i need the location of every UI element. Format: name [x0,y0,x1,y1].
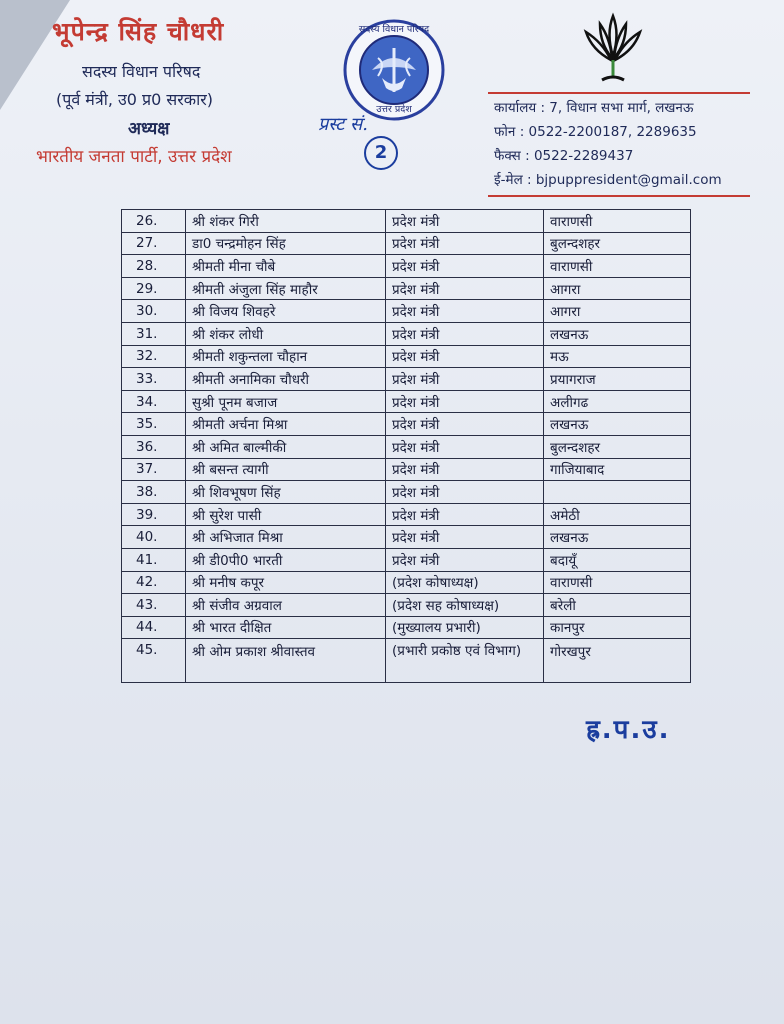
post-cell: प्रदेश मंत्री [386,413,544,436]
name-cell: श्री डी0पी0 भारती [186,548,386,571]
office-address: कार्यालय : 7, विधान सभा मार्ग, लखनऊ [494,100,694,116]
post-cell: प्रदेश मंत्री [386,458,544,481]
place-cell: अमेठी [544,503,691,526]
place-cell: प्रयागराज [544,368,691,391]
handwritten-initials: ह्र.प.उ. [586,715,671,745]
table-row [122,594,691,617]
table-row [122,616,691,639]
place-cell: बरेली [544,594,691,617]
name-cell: श्री अभिजात मिश्रा [186,526,386,549]
row-number-cell: 43. [122,594,186,617]
place-cell: कानपुर [544,616,691,639]
post-cell: (प्रभारी प्रकोष्ठ एवं विभाग) [386,639,544,683]
name-cell: श्री बसन्त त्यागी [186,458,386,481]
table-row [122,345,691,368]
row-number-cell: 42. [122,571,186,594]
contact-bottom-rule [488,195,750,197]
table-row [122,481,691,504]
place-cell: वाराणसी [544,210,691,233]
name-cell: श्री शंकर लोधी [186,322,386,345]
row-number-cell: 32. [122,345,186,368]
place-cell: अलीगढ [544,390,691,413]
name-cell: श्री मनीष कपूर [186,571,386,594]
table-row [122,571,691,594]
letterhead-name: भूपेन्द्र सिंह चौधरी [52,17,225,46]
row-number-cell: 41. [122,548,186,571]
name-cell: श्री विजय शिवहरे [186,300,386,323]
place-cell: बुलन्दशहर [544,232,691,255]
table-row [122,435,691,458]
table-row [122,232,691,255]
row-number-cell: 27. [122,232,186,255]
seal-bottom-text: उत्तर प्रदेश [376,104,412,115]
email-address: ई-मेल : bjpuppresident@gmail.com [494,172,722,188]
row-number-cell: 33. [122,368,186,391]
row-number-cell: 37. [122,458,186,481]
contact-top-rule [488,92,750,94]
row-number-cell: 26. [122,210,186,233]
name-cell: श्रीमती मीना चौबे [186,255,386,278]
row-number-cell: 35. [122,413,186,436]
name-cell: श्रीमती अंजुला सिंह माहौर [186,277,386,300]
letterhead-line2: (पूर्व मंत्री, उ0 प्र0 सरकार) [56,90,214,109]
letterhead-role: अध्यक्ष [128,119,170,139]
name-cell: श्रीमती शकुन्तला चौहान [186,345,386,368]
table-row [122,458,691,481]
row-number-cell: 34. [122,390,186,413]
post-cell: (प्रदेश कोषाध्यक्ष) [386,571,544,594]
name-cell: श्री शिवभूषण सिंह [186,481,386,504]
row-number-cell: 28. [122,255,186,278]
seal-top-text: सदस्य विधान परिषद [358,24,430,35]
table-row [122,526,691,549]
place-cell [544,481,691,504]
row-number-cell: 38. [122,481,186,504]
table-row [122,413,691,436]
letterhead-party: भारतीय जनता पार्टी, उत्तर प्रदेश [36,147,232,167]
post-cell: प्रदेश मंत्री [386,210,544,233]
place-cell: आगरा [544,277,691,300]
office-bearers-table [121,209,691,683]
table-row [122,503,691,526]
table-row [122,368,691,391]
place-cell: मऊ [544,345,691,368]
table-row [122,255,691,278]
place-cell: गाजियाबाद [544,458,691,481]
post-cell: प्रदेश मंत्री [386,300,544,323]
row-number-cell: 44. [122,616,186,639]
name-cell: श्री भारत दीक्षित [186,616,386,639]
lotus-logo-icon [572,8,654,88]
post-cell: प्रदेश मंत्री [386,435,544,458]
table-row [122,548,691,571]
name-cell: डा0 चन्द्रमोहन सिंह [186,232,386,255]
row-number-cell: 29. [122,277,186,300]
table-row [122,322,691,345]
row-number-cell: 36. [122,435,186,458]
post-cell: (प्रदेश सह कोषाध्यक्ष) [386,594,544,617]
place-cell: बुलन्दशहर [544,435,691,458]
post-cell: प्रदेश मंत्री [386,390,544,413]
place-cell: लखनऊ [544,526,691,549]
table-row [122,639,691,683]
post-cell: प्रदेश मंत्री [386,368,544,391]
name-cell: श्री अमित बाल्मीकी [186,435,386,458]
post-cell: प्रदेश मंत्री [386,526,544,549]
place-cell: बदायूँ [544,548,691,571]
post-cell: प्रदेश मंत्री [386,345,544,368]
place-cell: आगरा [544,300,691,323]
post-cell: प्रदेश मंत्री [386,277,544,300]
post-cell: प्रदेश मंत्री [386,503,544,526]
row-number-cell: 40. [122,526,186,549]
post-cell: प्रदेश मंत्री [386,481,544,504]
place-cell: वाराणसी [544,255,691,278]
handwritten-page-label: प्रस्ट सं. [318,114,368,135]
fax-number: फैक्स : 0522-2289437 [494,148,634,164]
name-cell: श्री संजीव अग्रवाल [186,594,386,617]
handwritten-page-number: 2 [364,136,398,170]
name-cell: श्री ओम प्रकाश श्रीवास्तव [186,639,386,683]
letterhead-line1: सदस्य विधान परिषद [82,62,201,81]
row-number-cell: 39. [122,503,186,526]
name-cell: श्री शंकर गिरी [186,210,386,233]
place-cell: लखनऊ [544,413,691,436]
table-row [122,390,691,413]
post-cell: प्रदेश मंत्री [386,255,544,278]
name-cell: श्रीमती अनामिका चौधरी [186,368,386,391]
name-cell: श्रीमती अर्चना मिश्रा [186,413,386,436]
table-row [122,300,691,323]
place-cell: वाराणसी [544,571,691,594]
row-number-cell: 45. [122,639,186,683]
name-cell: सुश्री पूनम बजाज [186,390,386,413]
name-cell: श्री सुरेश पासी [186,503,386,526]
place-cell: गोरखपुर [544,639,691,683]
post-cell: प्रदेश मंत्री [386,232,544,255]
place-cell: लखनऊ [544,322,691,345]
phone-number: फोन : 0522-2200187, 2289635 [494,124,697,140]
table-row [122,277,691,300]
row-number-cell: 31. [122,322,186,345]
post-cell: प्रदेश मंत्री [386,322,544,345]
row-number-cell: 30. [122,300,186,323]
post-cell: प्रदेश मंत्री [386,548,544,571]
table-row [122,210,691,233]
post-cell: (मुख्यालय प्रभारी) [386,616,544,639]
